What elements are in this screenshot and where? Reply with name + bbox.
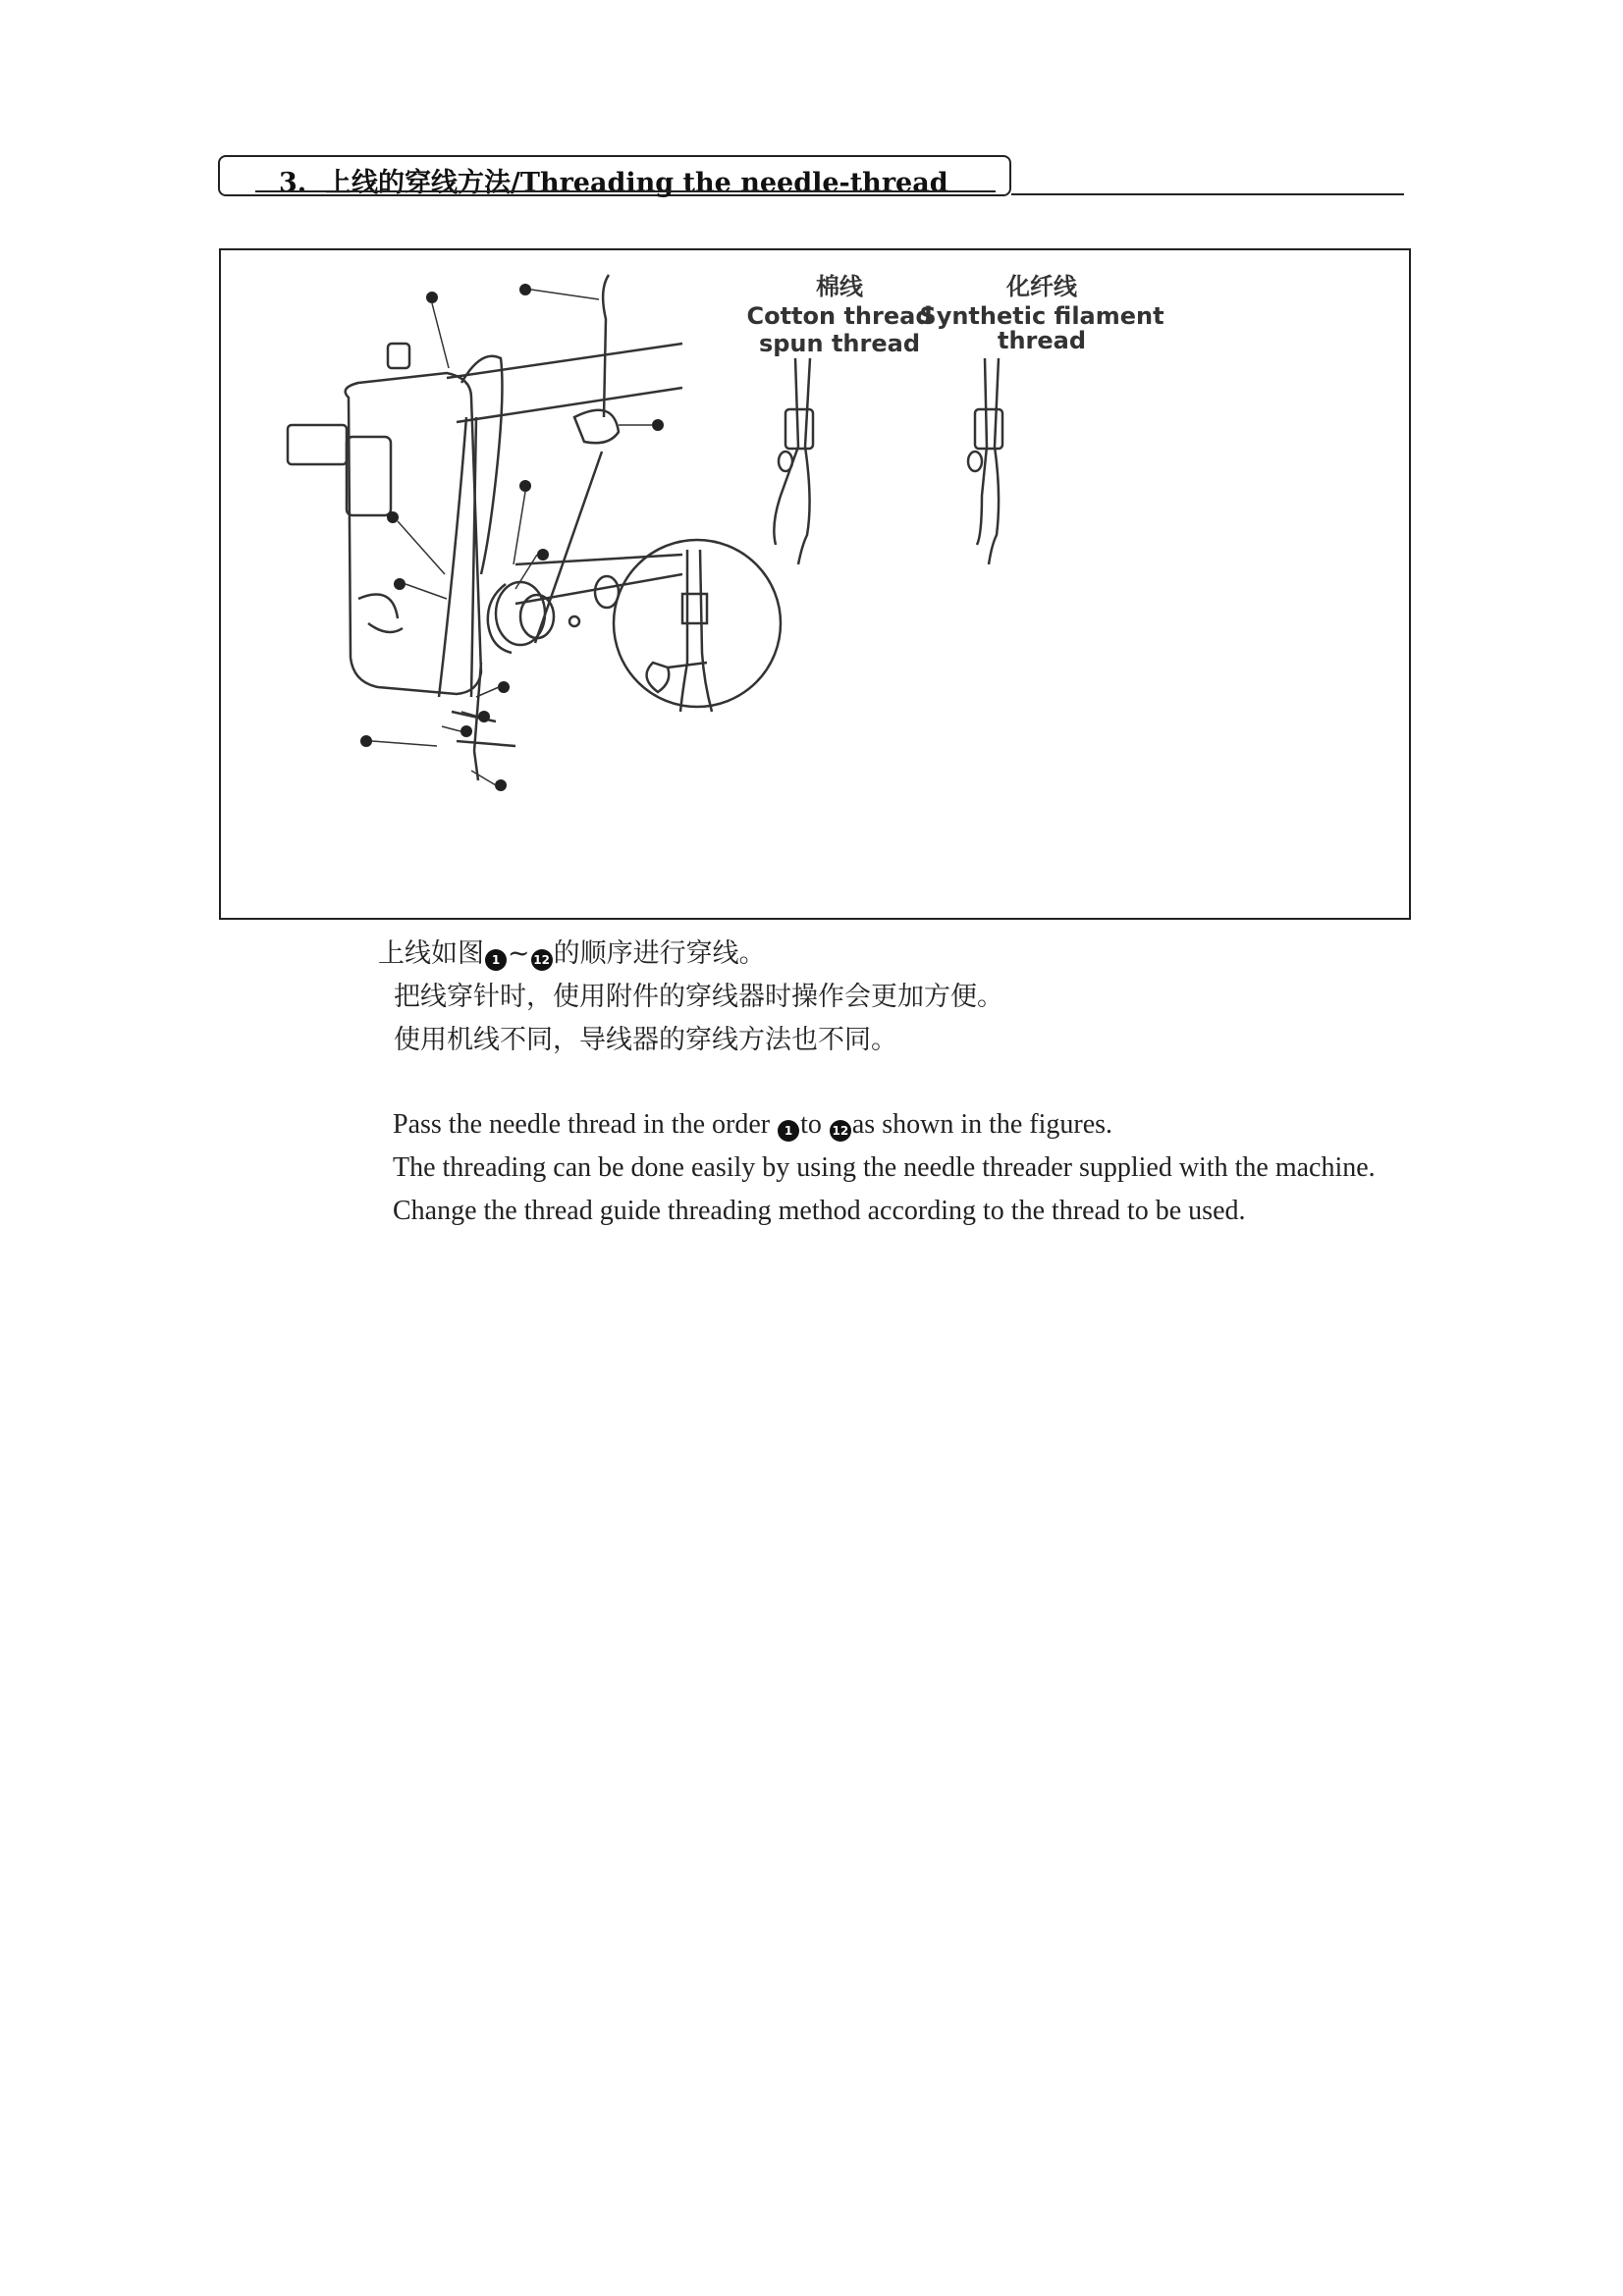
step-marker-icon — [519, 284, 531, 295]
heading-underline — [255, 190, 996, 192]
magnified-threader — [647, 663, 707, 692]
synthetic-guide-plate — [975, 409, 1002, 449]
synthetic-label-en-2: thread — [997, 327, 1087, 354]
step-marker-icon — [478, 711, 490, 722]
thread-path-1 — [439, 417, 476, 697]
step-marker-icon — [387, 511, 399, 523]
take-up-lever — [461, 356, 502, 574]
step-start-icon: 1 — [485, 949, 507, 971]
step-marker-icon — [426, 292, 438, 303]
step-marker-icon — [460, 725, 472, 737]
threading-illustration — [221, 250, 1409, 918]
tension-dial — [520, 595, 554, 638]
side-lever — [288, 425, 347, 464]
section-title-zh: 上线的穿线方法 — [325, 168, 511, 198]
instruction-en-text: as shown in the figures. — [851, 1109, 1113, 1140]
face-plate-window — [347, 437, 391, 515]
step-marker-icon — [360, 735, 372, 747]
step-end-icon: 12 — [830, 1120, 851, 1142]
instruction-en-text: Pass the needle thread in the order — [393, 1109, 778, 1140]
section-heading-text — [279, 161, 948, 199]
needle-bar — [452, 663, 515, 751]
top-thread-guide — [603, 275, 609, 417]
handwheel-knob — [388, 344, 409, 368]
instruction-en-line-3: Change the thread guide threading method according to the thread to be used. — [393, 1196, 1246, 1226]
cotton-label-en-2: spun thread — [758, 330, 921, 357]
step-marker-icon — [394, 578, 406, 590]
instruction-zh-line-2: 把线穿针时，使用附件的穿线器时操作会更加方便。 — [394, 982, 1003, 1012]
range-tilde: ~ — [508, 938, 530, 969]
cotton-label-zh: 棉线 — [816, 273, 863, 300]
section-heading — [218, 155, 1011, 196]
instruction-zh-line-3: 使用机线不同，导线器的穿线方法也不同。 — [394, 1025, 897, 1055]
instructions-zh — [378, 933, 1003, 1062]
needle — [474, 751, 478, 780]
heading-rule — [1011, 193, 1404, 195]
instructions-en — [393, 1103, 1376, 1233]
step-marker-icon — [519, 480, 531, 492]
instruction-en-line-1 — [393, 1103, 1376, 1147]
instruction-en-line-2: The threading can be done easily by using the needle threader supplied with the machine. — [393, 1152, 1376, 1183]
instruction-zh-line-1 — [378, 933, 1003, 976]
threading-figure — [219, 248, 1411, 920]
instruction-en-text: to — [800, 1109, 829, 1140]
step-marker-icon — [498, 681, 510, 693]
cotton-guide-screw — [779, 452, 792, 471]
step-marker-icon — [537, 549, 549, 561]
section-number: 3. — [279, 168, 307, 198]
cotton-label-en-1: Cotton thread — [746, 302, 933, 330]
step-marker-icon — [652, 419, 664, 431]
synthetic-label-en-1: Synthetic filament — [919, 302, 1164, 330]
faceplate-detail — [358, 595, 403, 633]
instruction-zh-text: 上线如图 — [378, 938, 484, 969]
step-marker-icon — [495, 779, 507, 791]
instruction-zh-text: 的顺序进行穿线。 — [553, 938, 766, 969]
section-title-en: /Threading the needle-thread — [511, 168, 948, 198]
synthetic-guide-thread — [977, 358, 999, 564]
step-end-icon: 12 — [531, 949, 553, 971]
top-guide-bracket — [574, 410, 619, 444]
synthetic-label-zh: 化纤线 — [1006, 273, 1077, 300]
magnified-thread — [680, 550, 712, 712]
step-start-icon: 1 — [778, 1120, 799, 1142]
arm-screw — [569, 616, 579, 626]
synthetic-guide-screw — [968, 452, 982, 471]
